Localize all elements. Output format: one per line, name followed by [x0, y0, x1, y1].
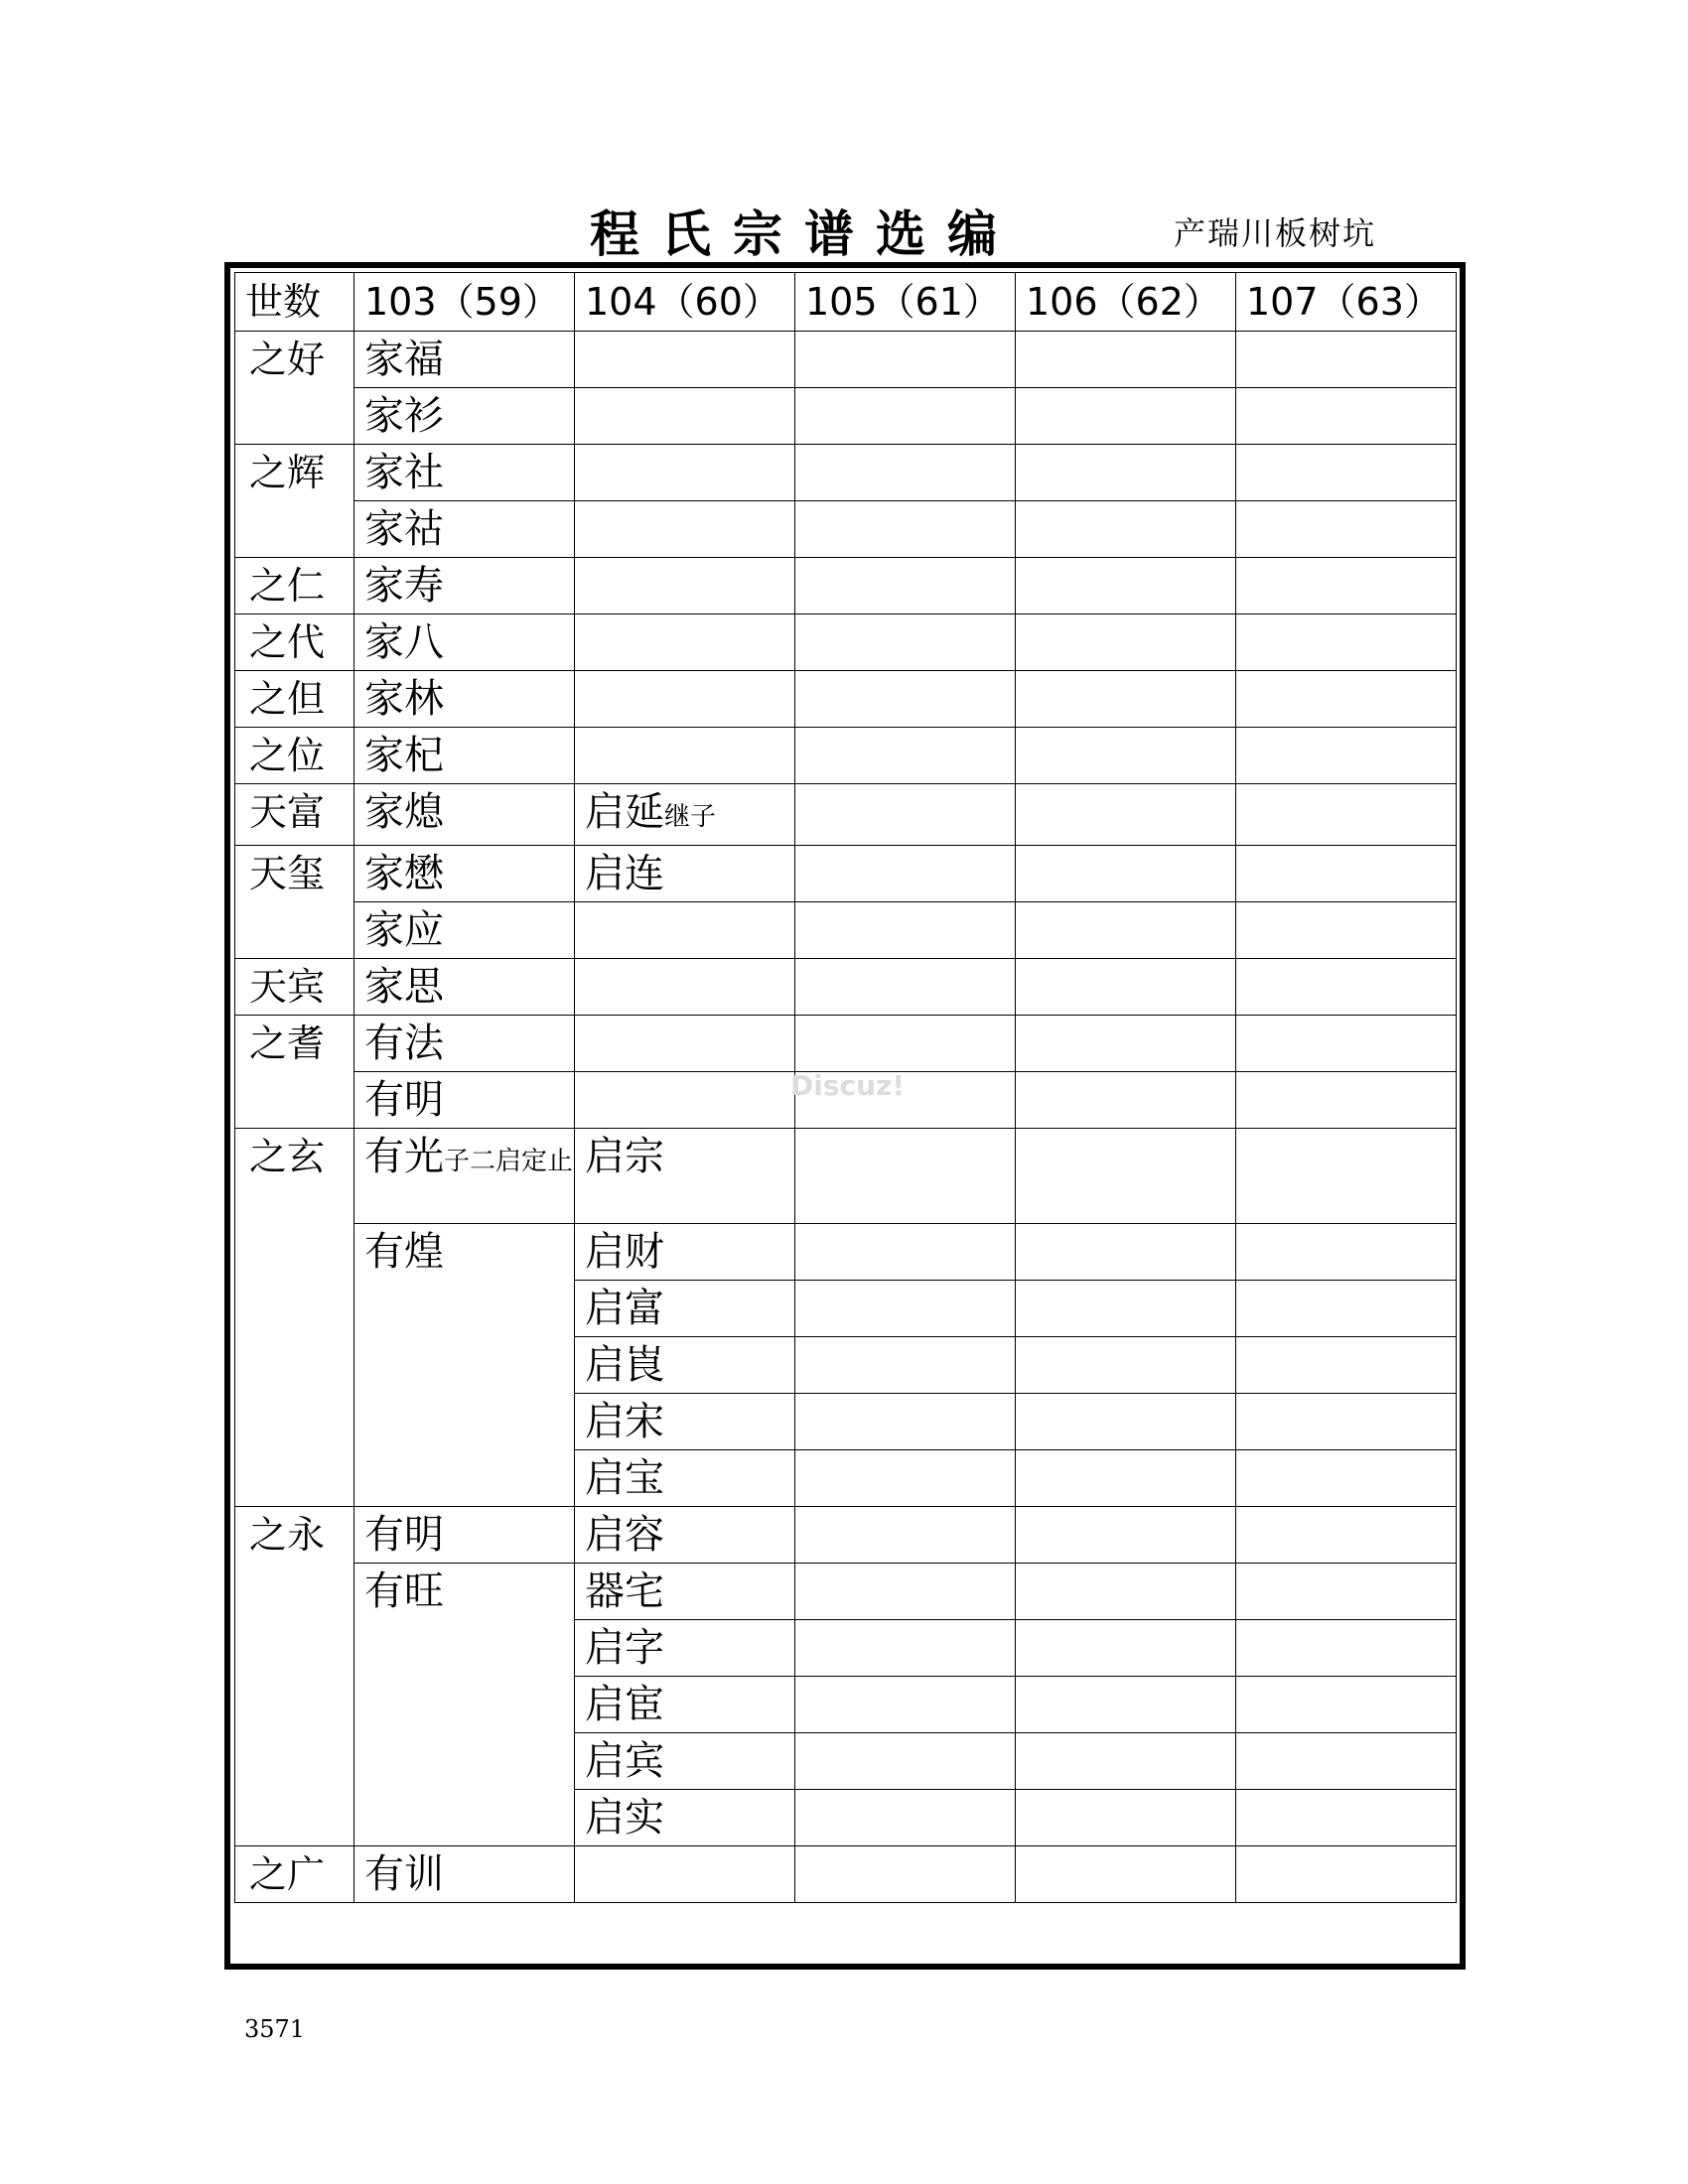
grandson-cell: 启宾	[575, 1733, 795, 1790]
son-cell: 家思	[354, 959, 575, 1016]
table-row	[235, 959, 1457, 1016]
watermark-text: Discuz!	[790, 1069, 906, 1102]
grandson-cell	[575, 445, 795, 501]
header-cell: 105（61）	[795, 273, 1016, 332]
table-row	[235, 445, 1457, 501]
grandson-cell	[575, 902, 795, 959]
table-row	[235, 1224, 1457, 1281]
grandson-cell	[575, 332, 795, 388]
table-row	[235, 671, 1457, 728]
grandson-cell	[575, 558, 795, 614]
header-cell: 104（60）	[575, 273, 795, 332]
son-cell: 家应	[354, 902, 575, 959]
son-cell: 家福	[354, 332, 575, 388]
table-row	[235, 501, 1457, 558]
son-cell: 家社	[354, 445, 575, 501]
grandson-cell: 启崀	[575, 1337, 795, 1394]
header-cell: 106（62）	[1016, 273, 1236, 332]
grandson-cell	[575, 501, 795, 558]
table-row	[235, 388, 1457, 445]
father-cell: 之辉	[235, 445, 354, 558]
father-cell: 之好	[235, 332, 354, 445]
grandson-cell: 启宦	[575, 1677, 795, 1733]
grandson-name: 启延	[585, 789, 664, 835]
son-cell: 有旺	[354, 1564, 575, 1846]
son-name: 有光	[364, 1134, 444, 1179]
father-cell: 之永	[235, 1507, 354, 1846]
grandson-cell: 启富	[575, 1281, 795, 1337]
grandson-cell	[575, 614, 795, 671]
grandson-cell: 启实	[575, 1790, 795, 1846]
header-cell: 世数	[235, 273, 354, 332]
page-number: 3571	[244, 2015, 306, 2043]
grandson-cell: 启字	[575, 1620, 795, 1677]
table-row	[235, 846, 1457, 902]
son-cell: 有明	[354, 1072, 575, 1129]
father-cell: 之玄	[235, 1129, 354, 1507]
father-cell: 天玺	[235, 846, 354, 959]
header-cell: 103（59）	[354, 273, 575, 332]
grandson-cell: 器宅	[575, 1564, 795, 1620]
son-note: 子二启定止	[444, 1147, 574, 1176]
table-row	[235, 1016, 1457, 1072]
son-cell: 家祜	[354, 501, 575, 558]
grandson-cell	[575, 959, 795, 1016]
grandson-cell	[575, 388, 795, 445]
son-cell: 家林	[354, 671, 575, 728]
table-row	[235, 1507, 1457, 1564]
father-cell: 之位	[235, 728, 354, 784]
son-cell: 有煌	[354, 1224, 575, 1507]
grandson-cell: 启财	[575, 1224, 795, 1281]
son-cell: 有明	[354, 1507, 575, 1564]
branch-subtitle: 产瑞川板树坑	[1174, 214, 1377, 252]
father-cell: 之耆	[235, 1016, 354, 1129]
table-row	[235, 558, 1457, 614]
table-row	[235, 332, 1457, 388]
grandson-cell: 启宗	[575, 1129, 795, 1224]
son-cell	[354, 1129, 575, 1224]
header-cell: 107（63）	[1236, 273, 1457, 332]
table-row	[235, 1846, 1457, 1903]
table-row	[235, 728, 1457, 784]
son-cell: 有法	[354, 1016, 575, 1072]
table-row	[235, 902, 1457, 959]
father-cell: 之广	[235, 1846, 354, 1903]
grandson-cell	[575, 1072, 795, 1129]
son-cell: 家八	[354, 614, 575, 671]
son-cell: 家杞	[354, 728, 575, 784]
grandson-cell	[575, 1016, 795, 1072]
table-row	[235, 614, 1457, 671]
page-title: 程氏宗谱选编	[590, 205, 1019, 263]
table-row	[235, 1564, 1457, 1620]
son-cell: 家寿	[354, 558, 575, 614]
father-cell: 之仁	[235, 558, 354, 614]
grandson-cell: 启宝	[575, 1450, 795, 1507]
grandson-cell	[575, 728, 795, 784]
grandson-cell	[575, 784, 795, 846]
grandson-cell	[575, 671, 795, 728]
grandson-cell: 启宋	[575, 1394, 795, 1450]
grandson-cell	[575, 1846, 795, 1903]
grandson-cell: 启连	[575, 846, 795, 902]
header-row	[235, 273, 1457, 332]
son-cell: 家熄	[354, 784, 575, 846]
table-row	[235, 1129, 1457, 1224]
father-cell: 之代	[235, 614, 354, 671]
table-row	[235, 784, 1457, 846]
father-cell: 天宾	[235, 959, 354, 1016]
grandson-cell: 启容	[575, 1507, 795, 1564]
father-cell: 之但	[235, 671, 354, 728]
son-cell: 家衫	[354, 388, 575, 445]
son-cell: 有训	[354, 1846, 575, 1903]
father-cell: 天富	[235, 784, 354, 846]
son-cell: 家懋	[354, 846, 575, 902]
grandson-note: 继子	[664, 802, 717, 832]
